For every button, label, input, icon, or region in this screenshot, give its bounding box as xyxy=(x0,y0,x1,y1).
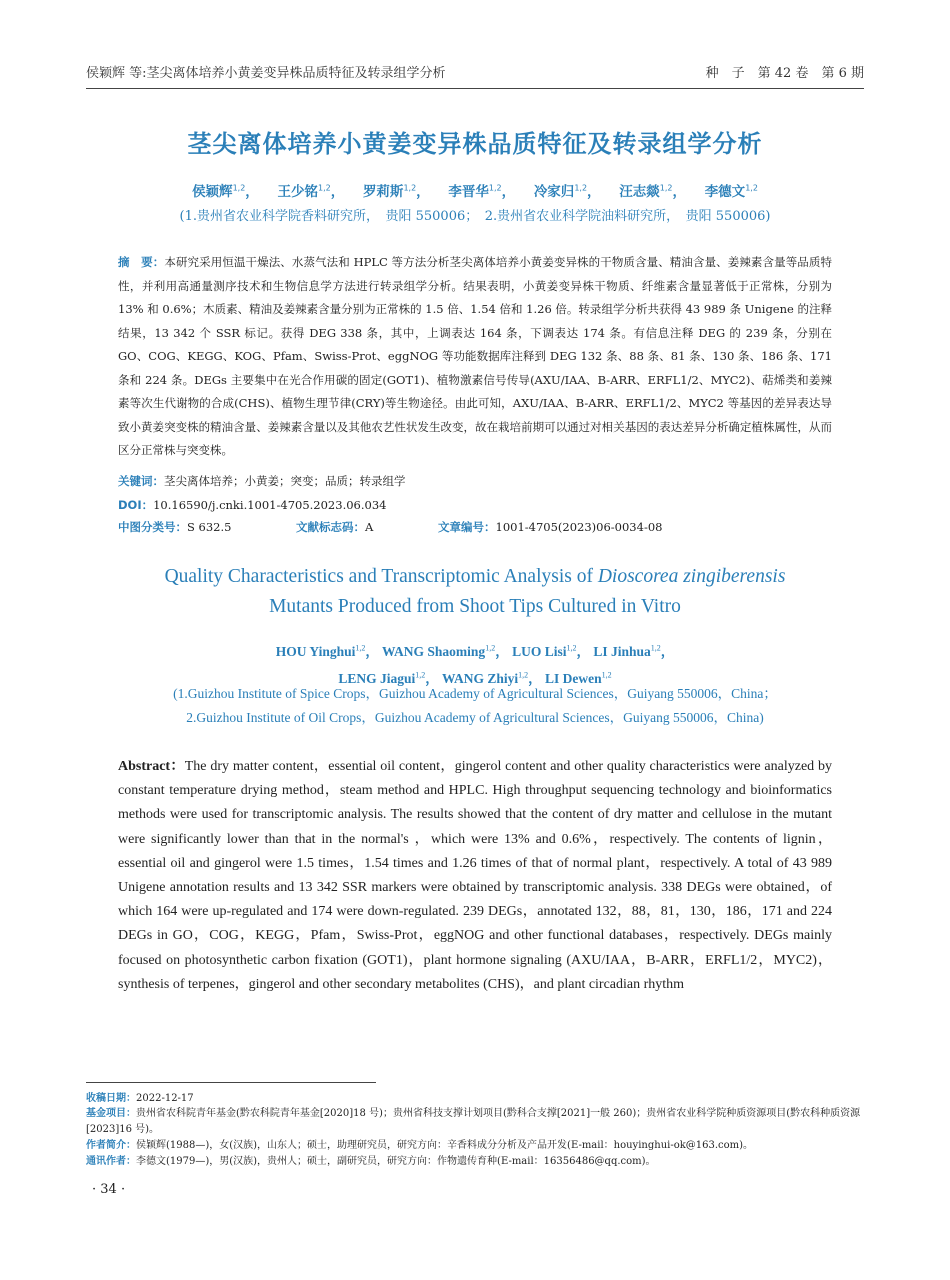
abstract-en xyxy=(118,755,832,997)
page-number: · 34 · xyxy=(92,1182,126,1197)
author-en: WANG Shaoming$^{1,2}$， xyxy=(382,643,509,659)
affiliation-en: (1.Guizhou Institute of Spice Crops，Guizhou Academy of Agricultural Sciences，Guiyang 550006，China； 2.Guizhou Institute of Oil Crops，Guizhou Academy of Agricultural Sciences，Guiyang 550006，China) xyxy=(173,686,777,725)
footnote-received: 收稿日期：2022-12-17 xyxy=(86,1093,194,1104)
keywords-cn: 关键词：茎尖离体培养；小黄姜；突变；品质；转录组学 xyxy=(118,474,406,488)
doi: DOI：10.16590/j.cnki.1001-4705.2023.06.034 xyxy=(118,498,387,512)
footnote-fund: 基金项目：贵州省农科院青年基金(黔农科院青年基金[2020]18 号)；贵州省科技支撑计划项目(黔科合支撑[2021]一般 260)；贵州省农业科学院种质资源项目(黔农科种质资源[2023]16 号)。 xyxy=(86,1108,861,1135)
abstract-en-label: Abstract： xyxy=(118,759,185,774)
author-cn: 侯颖辉$^{1,2}$， xyxy=(192,183,259,200)
author-en: LI Jinhua$^{1,2}$， xyxy=(593,643,675,659)
abstract-en-text: The dry matter content，essential oil content，gingerol content and other quality characteristics were analyzed by constant temperature drying method，steam method and HPLC. High throughput sequencing technology and bioinformatics methods were used for transcriptomic analysis. The results showed that the content of dry matter and cellulose in the mutant were significantly lower than that in the normal's ，which were 13% and 0.6%，respectively. The contents of lignin，essential oil and gingerol were 1.5 times，1.54 times and 1.26 times of that of normal plant，respectively. A total of 43 989 Unigene annotation results and 13 342 SSR markers were obtained by transcriptomic analysis. 338 DEGs were obtained，of which 164 were up-regulated and 174 were down-regulated. 239 DEGs，annotated 132，88，81，130，186，171 and 224 DEGs in GO，COG，KEGG，Pfam，Swiss-Prot，eggNOG and other functional databases，respectively. DEGs mainly focused on photosynthetic carbon fixation (GOT1)，plant hormone signaling (AXU/IAA，B-ARR，ERFL1/2，MYC2)，synthesis of terpenes，gingerol and other secondary metabolites (CHS)，and plant circadian rhythm xyxy=(118,759,832,992)
clc-number: 中图分类号：S 632.5 xyxy=(118,520,232,534)
running-header xyxy=(86,62,864,84)
author-cn: 李德文$^{1,2}$ xyxy=(704,183,758,200)
paper-title-en: Quality Characteristics and Transcriptomic Analysis of Dioscorea zingiberensis Mutants Produced from Shoot Tips Cultured in Vitro xyxy=(164,566,786,617)
abstract-cn-text: 本研究采用恒温干燥法、水蒸气法和 HPLC 等方法分析茎尖离体培养小黄姜变异株的干物质含量、精油含量、姜辣素含量等品质特性，并利用高通量测序技术和生物信息学方法进行转录组学分析。结果表明，小黄姜变异株干物质、纤维素含量显著低于正常株，分别为 13% 和 0.6%；木质素、精油及姜辣素含量分别为正常株的 1.5 倍、1.54 倍和 1.26 倍。转录组学分析共获得 43 989 条 Unigene 的注释结果，13 342 个 SSR 标记。获得 DEG 338 条，其中，上调表达 164 条，下调表达 174 条。有信息注释 DEG 的 239 条，分别在 GO、COG、KEGG、KOG、Pfam、Swiss-Prot、eggNOG 等功能数据库注释到 DEG 132 条、88 条、81 条、130 条、186 条、171 条和 224 条。DEGs 主要集中在光合作用碳的固定(GOT1)、植物激素信号传导(AXU/IAA、B-ARR、ERFL1/2、MYC2)、萜烯类和姜辣素等次生代谢物的合成(CHS)、植物生理节律(CRY)等生物途径。由此可知，AXU/IAA、B-ARR、ERFL1/2、MYC2 等基因的差异表达导致小黄姜突变株的精油含量、姜辣素含量以及其他农艺性状发生改变，故在栽培前期可以通过对相关基因的表达差异分析确定植株属性，从而区分正常株与突变株。 xyxy=(118,255,832,457)
author-en: HOU Yinghui$^{1,2}$， xyxy=(275,643,379,659)
footnote-divider xyxy=(86,1082,376,1083)
footnote-author: 作者简介：侯颖辉(1988—)，女(汉族)，山东人；硕士，助理研究员，研究方向：辛香料成分分析及产品开发(E-mail：houyinghui-ok@163.com)。 xyxy=(86,1140,754,1151)
abstract-cn xyxy=(118,251,832,463)
author-en: LUO Lisi$^{1,2}$， xyxy=(512,643,590,659)
document-code: 文献标志码：A xyxy=(296,520,374,534)
paper-title-cn: 茎尖离体培养小黄姜变异株品质特征及转录组学分析 xyxy=(187,130,763,158)
authors-cn xyxy=(86,180,864,200)
running-header-journal: 种 子 第 42 卷 第 6 期 xyxy=(705,66,864,81)
author-cn: 罗莉斯$^{1,2}$， xyxy=(362,183,430,200)
author-en: LENG Jiagui$^{1,2}$， xyxy=(338,670,439,686)
author-en: WANG Zhiyi$^{1,2}$， xyxy=(441,670,542,686)
author-cn: 王少铭$^{1,2}$， xyxy=(277,183,345,200)
author-cn: 李晋华$^{1,2}$， xyxy=(448,183,516,200)
author-cn: 汪志燚$^{1,2}$， xyxy=(619,183,686,200)
author-en: LI Dewen$^{1,2}$ xyxy=(544,670,612,686)
affiliation-cn: (1.贵州省农业科学院香料研究所， 贵阳 550006； 2.贵州省农业科学院油料研究所， 贵阳 550006) xyxy=(179,209,771,224)
author-cn: 冷家归$^{1,2}$， xyxy=(533,183,601,200)
abstract-cn-label: 摘 要： xyxy=(118,255,165,269)
running-header-title: 侯颖辉 等:茎尖离体培养小黄姜变异株品质特征及转录组学分析 xyxy=(86,66,446,81)
footnote-corresponding: 通讯作者：李德文(1979—)，男(汉族)，贵州人；硕士，副研究员，研究方向：作物遗传育种(E-mail：16356486@qq.com)。 xyxy=(86,1156,656,1167)
article-number: 文章编号：1001-4705(2023)06-0034-08 xyxy=(438,520,663,534)
header-divider xyxy=(86,88,864,89)
